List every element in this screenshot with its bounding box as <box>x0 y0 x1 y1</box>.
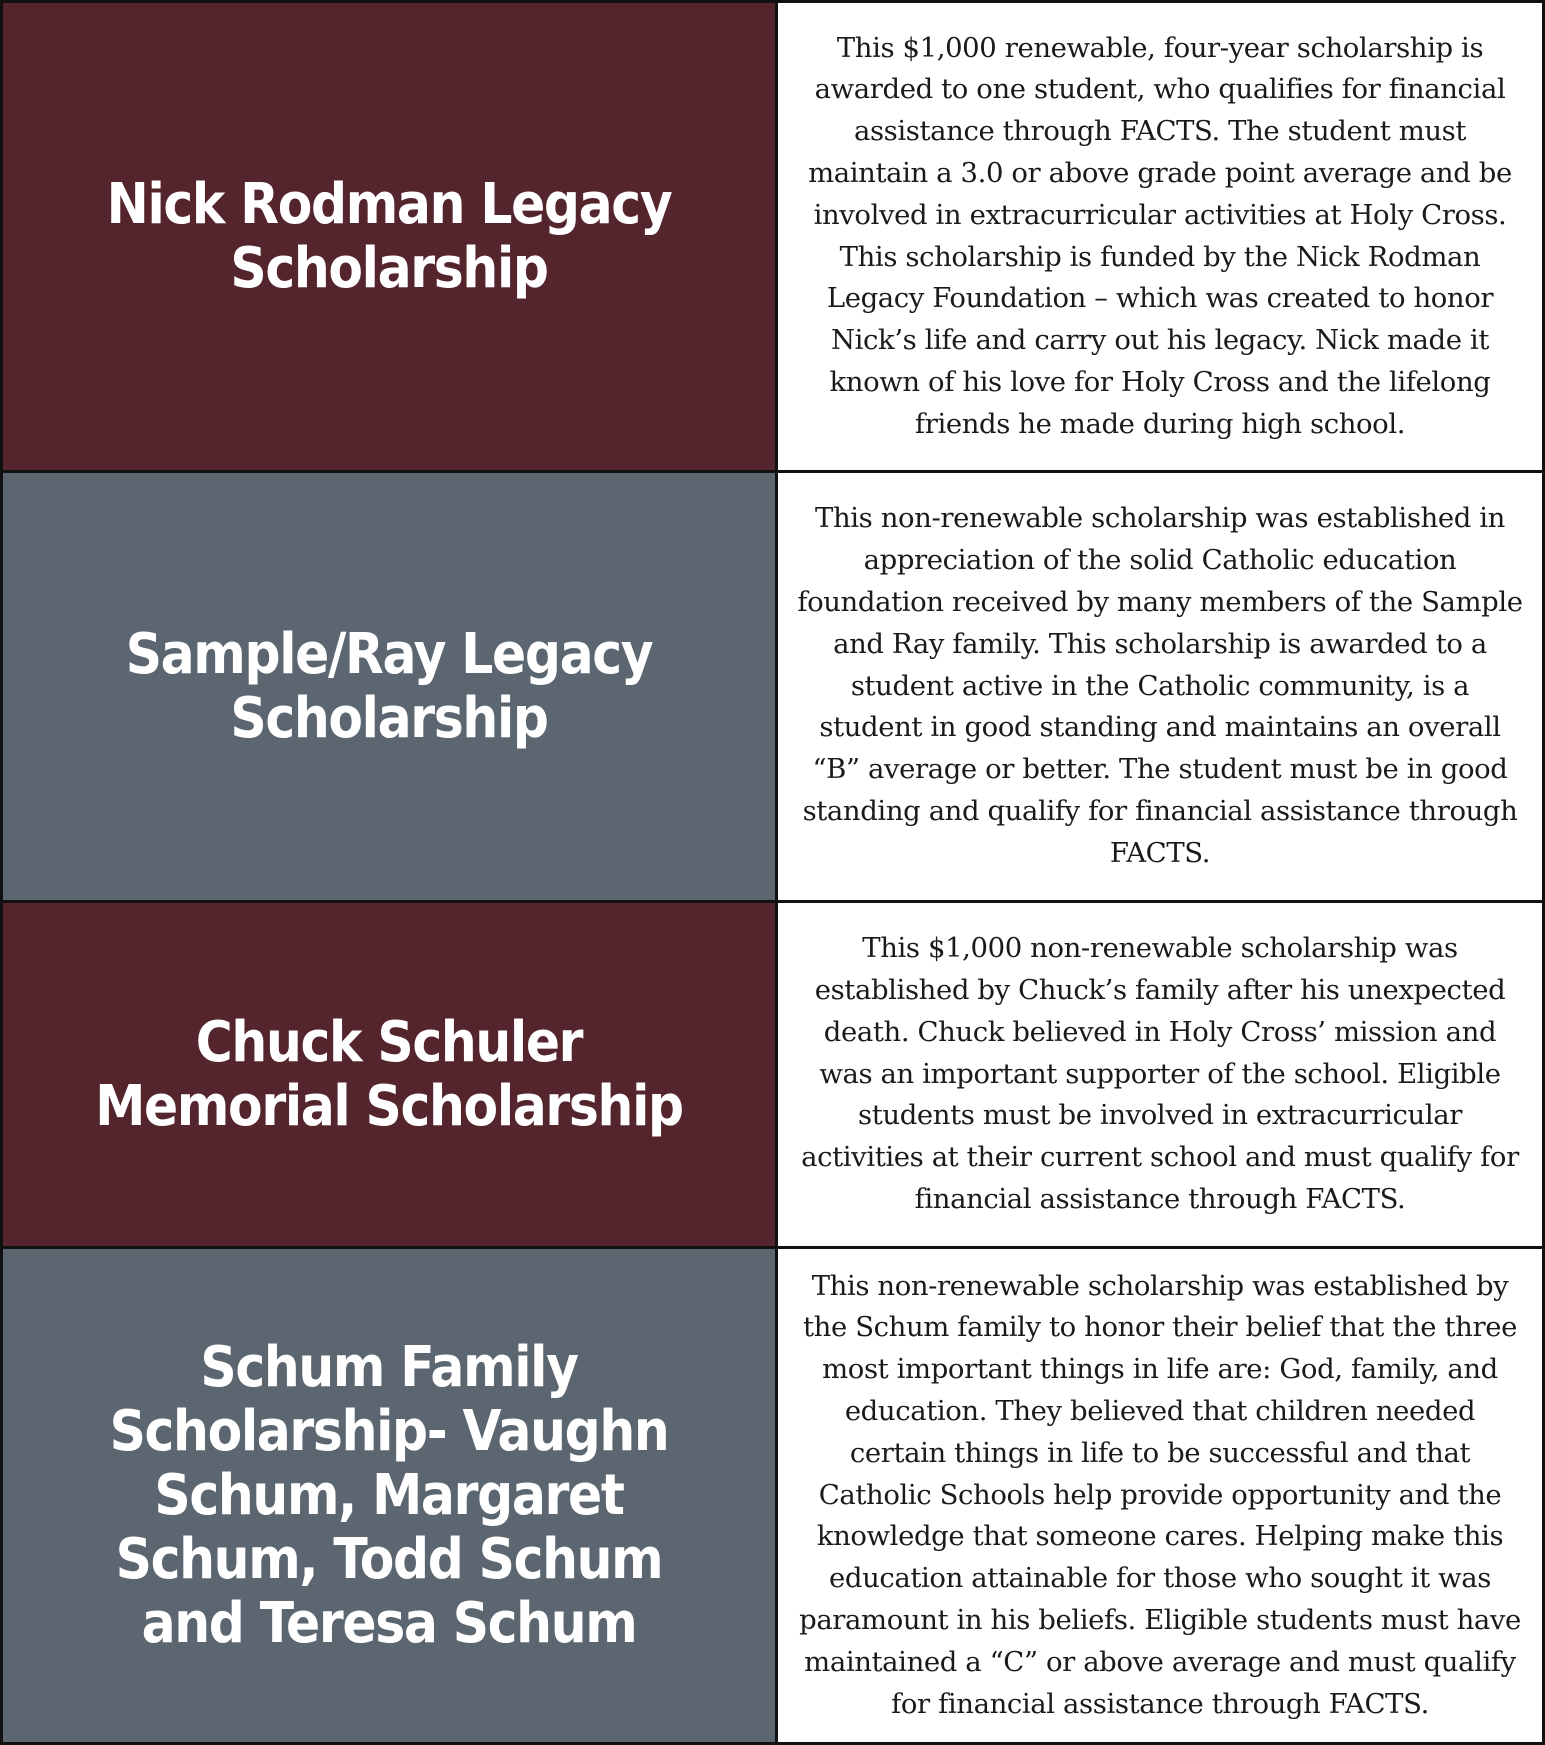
scholarship-title-cell <box>3 903 775 1246</box>
scholarship-description: This $1,000 renewable, four-year scholarship is awarded to one student, who qualifies for financial assistance through FACTS. The student must maintain a 3.0 or above grade point average and be involved in extracurricular activities at Holy Cross. This scholarship is funded by the Nick Rodman Legacy Foundation – which was created to honor Nick’s life and carry out his legacy. Nick made it known of his love for Holy Cross and the lifelong friends he made during high school. <box>808 31 1512 440</box>
scholarship-title: Chuck Schuler Memorial Scholarship <box>95 1009 683 1139</box>
scholarship-description: This non-renewable scholarship was established by the Schum family to honor their belief that the three most important things in life are: God, family, and education. They believed that children needed certain things in life to be successful and that Catholic Schools help provide opportunity and the knowledge that someone cares. Helping make this education attainable for those who sought it was paramount in his beliefs. Eligible students must have maintained a “C” or above average and must qualify for financial assistance through FACTS. <box>799 1269 1521 1720</box>
scholarship-description-cell <box>778 1249 1542 1742</box>
scholarship-description-cell <box>778 903 1542 1246</box>
scholarship-title-cell <box>3 1249 775 1742</box>
scholarship-title: Nick Rodman Legacy Scholarship <box>106 171 672 301</box>
scholarship-title: Schum Family Scholarship- Vaughn Schum, Margaret Schum, Todd Schum and Teresa Schum <box>109 1334 669 1656</box>
scholarship-title-cell <box>3 3 775 470</box>
scholarship-description: This $1,000 non-renewable scholarship was established by Chuck’s family after his unexpected death. Chuck believed in Holy Cross’ mission and was an important supporter of the school. Eligible students must be involved in extracurricular activities at their current school and must qualify for financial assistance through FACTS. <box>801 932 1519 1215</box>
scholarship-description-cell <box>778 3 1542 470</box>
scholarship-description: This non-renewable scholarship was established in appreciation of the solid Catholic education foundation received by many members of the Sample and Ray family. This scholarship is awarded to a student active in the Catholic community, is a student in good standing and maintains an overall “B” average or better. The student must be in good standing and qualify for financial assistance through FACTS. <box>797 502 1523 869</box>
scholarship-title: Sample/Ray Legacy Scholarship <box>125 621 653 751</box>
scholarship-description-cell <box>778 473 1542 900</box>
scholarship-title-cell <box>3 473 775 900</box>
